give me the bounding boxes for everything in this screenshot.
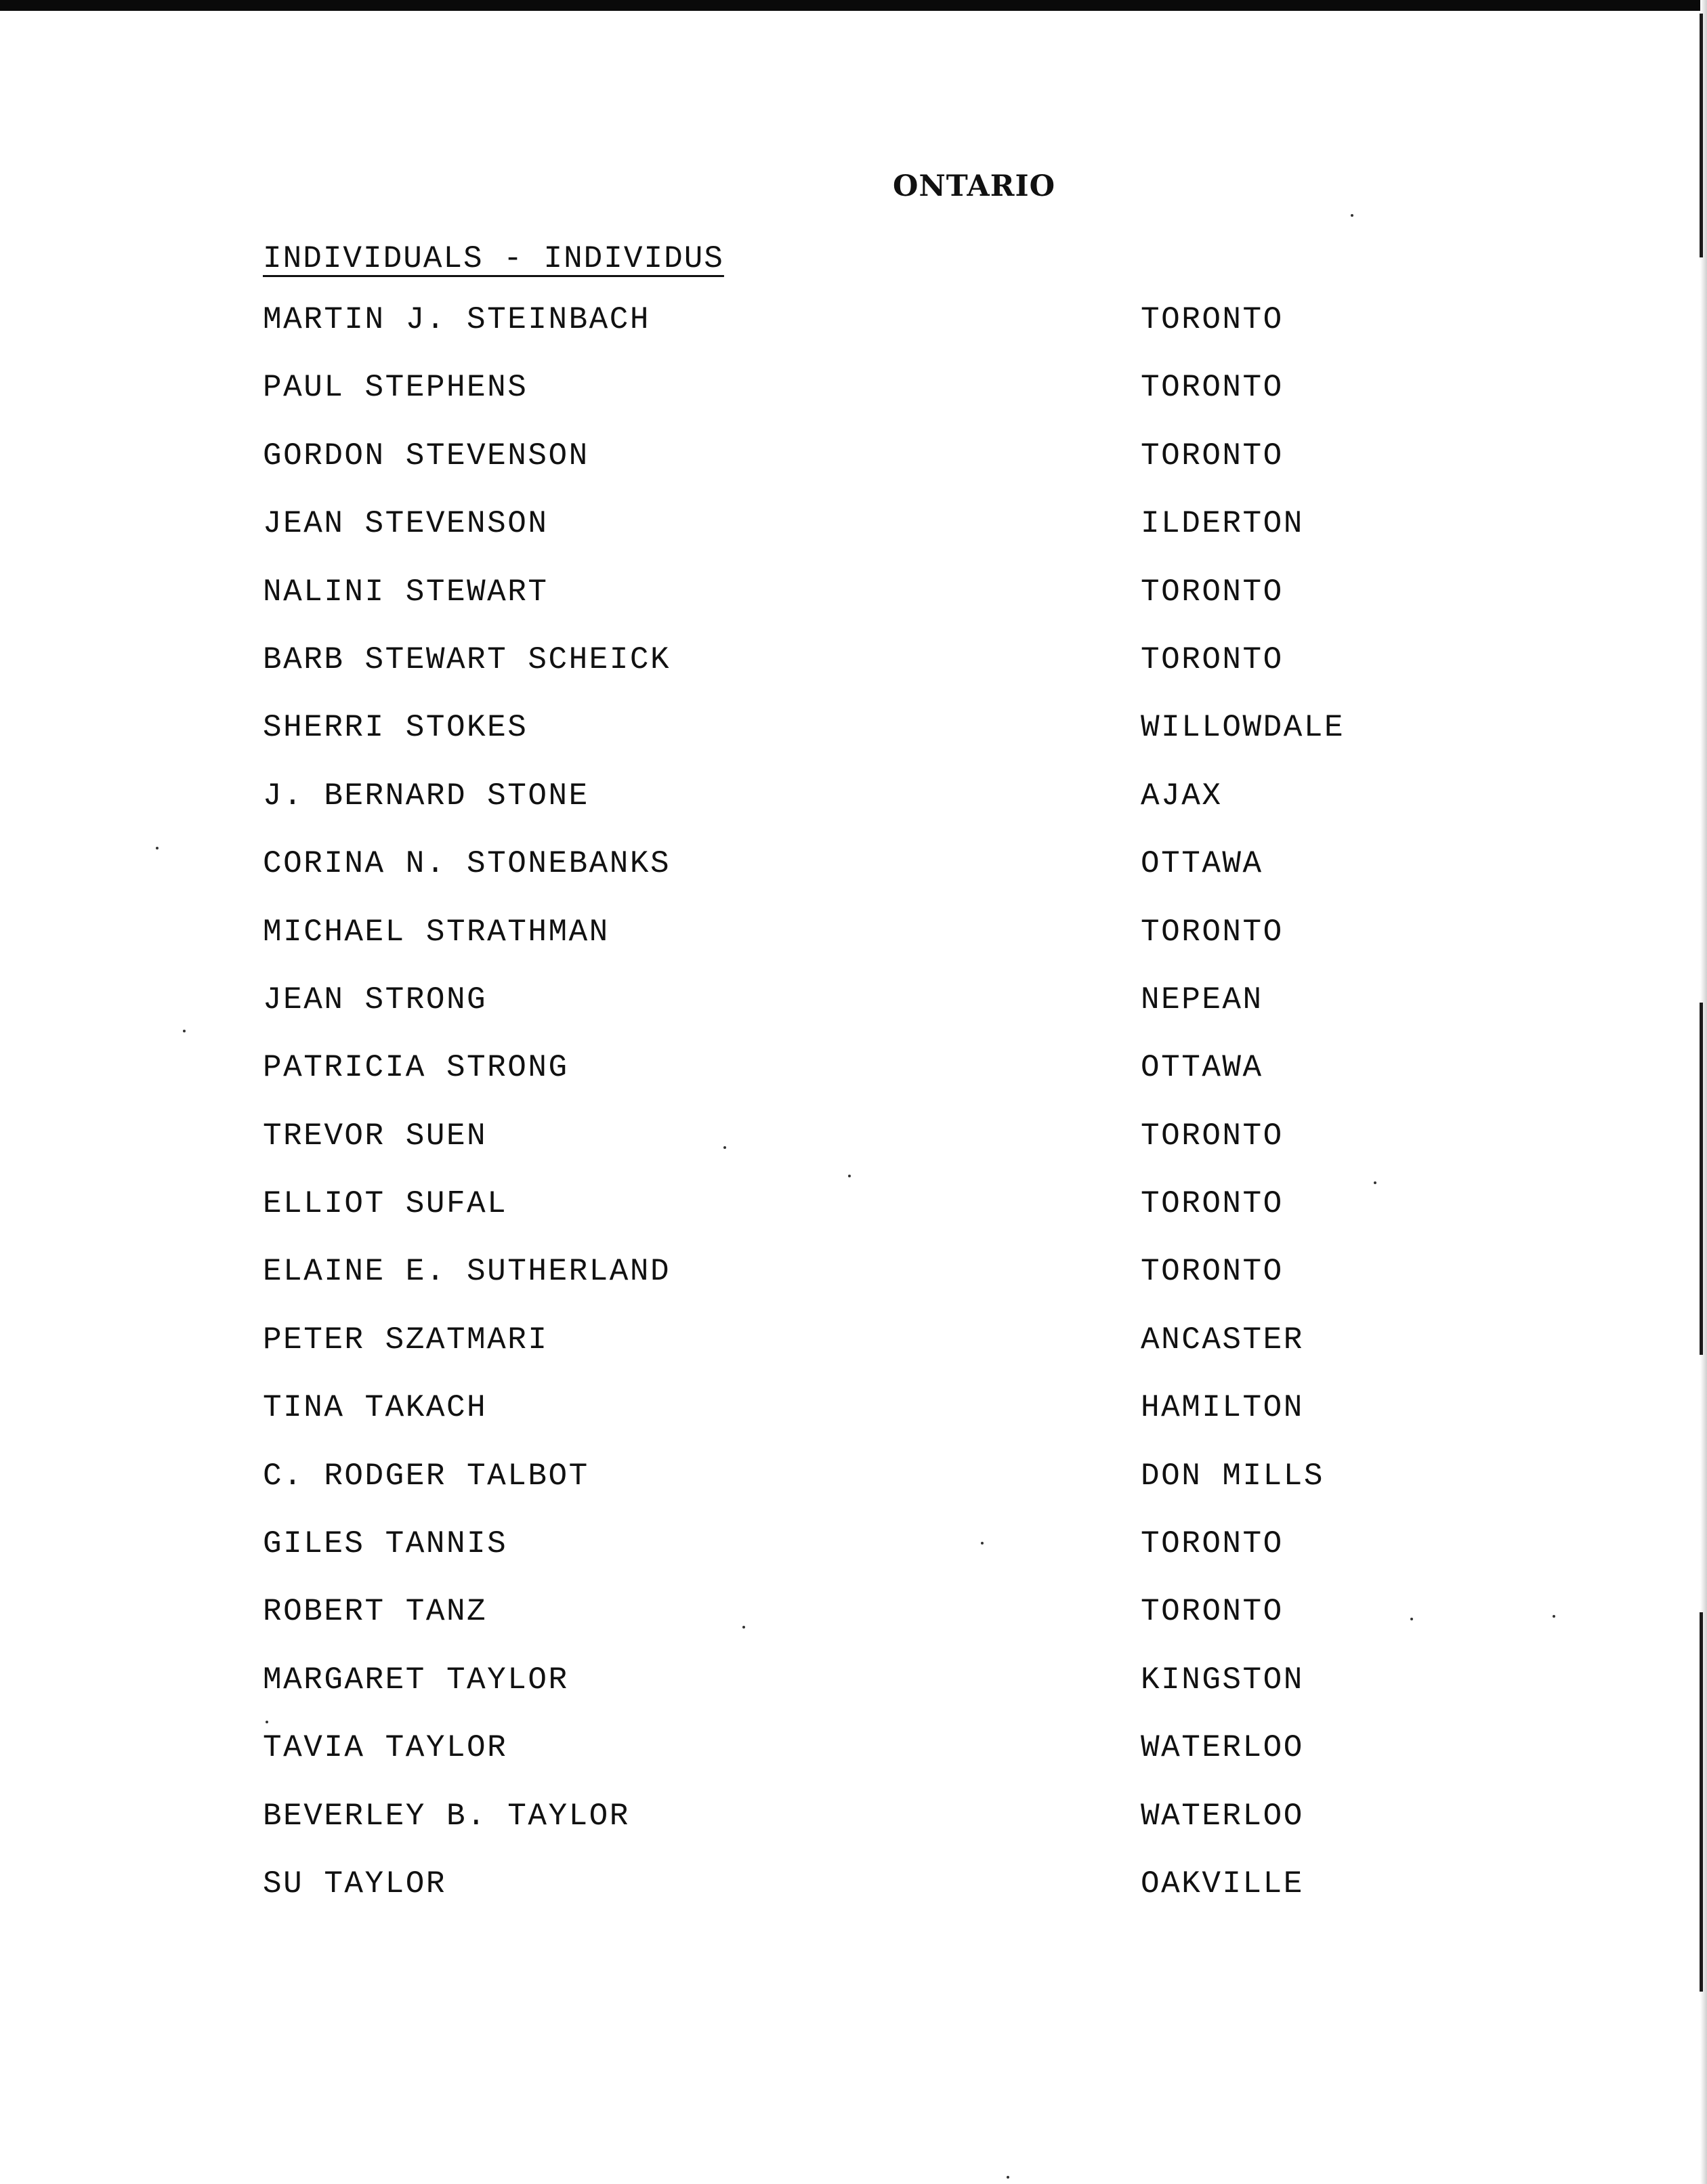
scan-speck (266, 1721, 268, 1723)
member-city: OTTAWA (1141, 846, 1263, 882)
member-name: C. RODGER TALBOT (263, 1458, 589, 1494)
scan-speck (1553, 1615, 1555, 1618)
list-item (263, 1730, 1387, 1798)
member-city: TORONTO (1141, 574, 1284, 610)
scan-speck (1410, 1618, 1413, 1620)
list-item (263, 1526, 1387, 1594)
member-name: TREVOR SUEN (263, 1118, 488, 1154)
list-item (263, 1594, 1387, 1662)
member-name: GILES TANNIS (263, 1526, 508, 1562)
member-name: J. BERNARD STONE (263, 778, 589, 814)
list-item (263, 710, 1387, 778)
member-name: PAUL STEPHENS (263, 370, 528, 406)
member-city: DON MILLS (1141, 1458, 1324, 1494)
member-name: MICHAEL STRATHMAN (263, 914, 610, 950)
member-city: OTTAWA (1141, 1050, 1263, 1086)
scan-margin-line (1700, 1612, 1703, 1992)
member-city: WILLOWDALE (1141, 710, 1345, 746)
member-city: TORONTO (1141, 1594, 1284, 1630)
member-name: ELAINE E. SUTHERLAND (263, 1254, 671, 1290)
member-name: ROBERT TANZ (263, 1594, 488, 1630)
member-city: ANCASTER (1141, 1322, 1304, 1358)
list-item (263, 302, 1387, 370)
list-item (263, 1322, 1387, 1390)
member-city: TORONTO (1141, 1526, 1284, 1562)
member-city: TORONTO (1141, 302, 1284, 337)
page-title: ONTARIO (893, 169, 1056, 203)
member-city: TORONTO (1141, 370, 1284, 406)
member-name: TINA TAKACH (263, 1390, 488, 1426)
scan-speck (1007, 2176, 1009, 2179)
scan-speck (1374, 1181, 1376, 1184)
list-item (263, 574, 1387, 642)
member-name: ELLIOT SUFAL (263, 1186, 508, 1222)
member-name: BEVERLEY B. TAYLOR (263, 1798, 630, 1834)
scan-margin-line (1700, 14, 1703, 257)
scan-speck (723, 1146, 726, 1149)
list-item (263, 1050, 1387, 1118)
member-name: SU TAYLOR (263, 1866, 446, 1902)
scan-speck (156, 847, 159, 849)
scan-margin-line (1700, 1003, 1703, 1355)
list-item (263, 1254, 1387, 1322)
list-item (263, 506, 1387, 574)
member-name: BARB STEWART SCHEICK (263, 642, 671, 677)
member-city: NEPEAN (1141, 982, 1263, 1017)
member-city: TORONTO (1141, 642, 1284, 677)
member-city: TORONTO (1141, 1254, 1284, 1290)
list-item (263, 1118, 1387, 1186)
scan-speck (848, 1175, 851, 1177)
member-city: AJAX (1141, 778, 1223, 814)
member-name: JEAN STRONG (263, 982, 488, 1017)
member-name: NALINI STEWART (263, 574, 549, 610)
scan-speck (183, 1030, 186, 1032)
scan-speck (981, 1542, 984, 1545)
member-name: SHERRI STOKES (263, 710, 528, 746)
list-item (263, 1662, 1387, 1730)
member-city: HAMILTON (1141, 1390, 1304, 1426)
member-name: MARGARET TAYLOR (263, 1662, 569, 1698)
scan-top-edge (0, 0, 1707, 11)
member-name: GORDON STEVENSON (263, 438, 589, 474)
member-name: PETER SZATMARI (263, 1322, 549, 1358)
member-name: PATRICIA STRONG (263, 1050, 569, 1086)
list-item (263, 846, 1387, 914)
member-city: OAKVILLE (1141, 1866, 1304, 1902)
list-item (263, 1799, 1387, 1866)
list-item (263, 370, 1387, 438)
member-name: CORINA N. STONEBANKS (263, 846, 671, 882)
member-city: ILDERTON (1141, 506, 1304, 542)
list-item (263, 1186, 1387, 1254)
member-city: WATERLOO (1141, 1798, 1304, 1834)
member-list (263, 302, 1387, 1934)
list-item (263, 982, 1387, 1050)
member-name: MARTIN J. STEINBACH (263, 302, 650, 337)
list-item (263, 778, 1387, 846)
scan-speck (742, 1626, 745, 1629)
member-city: TORONTO (1141, 1118, 1284, 1154)
member-name: TAVIA TAYLOR (263, 1730, 508, 1766)
scan-speck (1351, 214, 1353, 217)
list-item (263, 642, 1387, 710)
list-item (263, 438, 1387, 506)
member-city: TORONTO (1141, 1186, 1284, 1222)
member-city: WATERLOO (1141, 1730, 1304, 1766)
list-item (263, 1390, 1387, 1458)
list-item (263, 915, 1387, 982)
member-city: KINGSTON (1141, 1662, 1304, 1698)
member-city: TORONTO (1141, 438, 1284, 474)
member-city: TORONTO (1141, 914, 1284, 950)
section-heading: INDIVIDUALS - INDIVIDUS (263, 241, 724, 276)
list-item (263, 1458, 1387, 1526)
member-name: JEAN STEVENSON (263, 506, 549, 542)
list-item (263, 1866, 1387, 1934)
